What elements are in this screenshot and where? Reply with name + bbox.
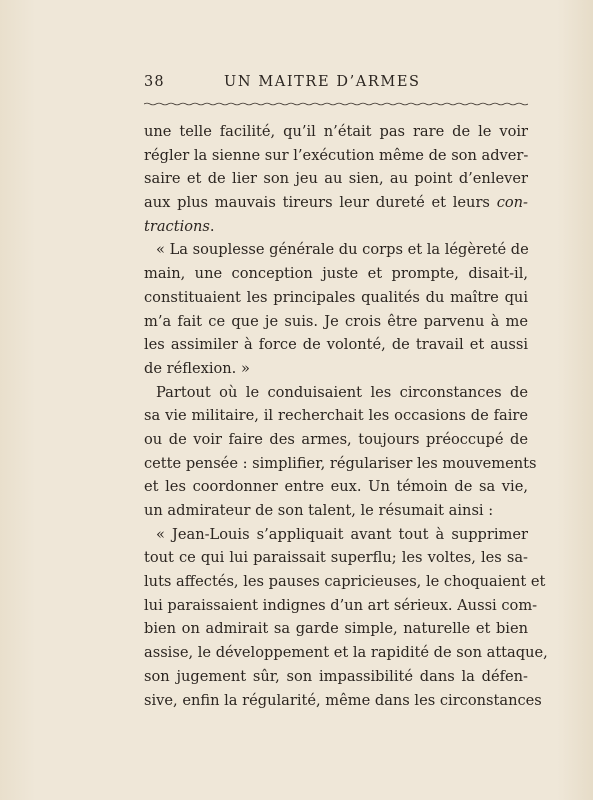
text-line: de réflexion. » [144,359,250,377]
decorative-wavy-rule [144,100,528,108]
text-line: Partout où le conduisaient les circonstances de [156,383,528,401]
text-line: main, une conception juste et prompte, disait-il, [144,265,528,283]
text-line: saire et de lier son jeu au sien, au point d’enlever [144,170,528,188]
text-line: un admirateur de son talent, le résumait ainsi : [144,502,494,519]
text-line: bien on admirait sa garde simple, naturelle et bien [144,620,528,638]
text-line: m’a fait ce que je suis. Je crois être parvenu à me [144,312,528,330]
text-line: les assimiler à force de volonté, de travail et aussi [144,336,528,354]
body-text [144,120,548,712]
italic-word: con- [496,194,528,212]
text-line: assise, le développement et la rapidité de son attaque, [144,644,548,662]
text-line: cette pensée : simplifier, régulariser les mouvements [144,454,537,472]
page-header [144,74,528,96]
text-line [144,215,528,239]
page-number: 38 [144,74,165,90]
running-title: UN MAITRE D’ARMES [224,74,421,90]
text-line: « La souplesse générale du corps et la légèreté de [156,241,529,259]
text-line: régler la sienne sur l’exécution même de son adver- [144,146,529,164]
text-line: tout ce qui lui paraissait superflu; les voltes, les sa- [144,549,528,567]
text-line: ou de voir faire des armes, toujours préoccupé de [144,430,528,448]
text-fragment: aux plus mauvais tireurs leur dureté et leurs [144,194,497,212]
italic-word: tractions [144,217,210,235]
text-line: lui paraissaient indignes d’un art sérieux. Aussi com- [144,596,538,614]
text-line: sive, enfin la régularité, même dans les circonstances [144,691,542,709]
text-line: constituaient les principales qualités du maître qui [144,288,528,306]
text-line: sa vie militaire, il recherchait les occasions de faire [144,407,528,425]
text-line: une telle facilité, qu’il n’était pas rare de le voir [144,123,528,140]
text-line: luts affectés, les pauses capricieuses, le choquaient et [144,573,546,591]
text-line: et les coordonner entre eux. Un témoin de sa vie, [144,478,528,496]
text-fragment: . [209,217,215,235]
text-line [144,191,528,215]
text-line: « Jean-Louis s’appliquait avant tout à supprimer [156,525,528,543]
text-line: son jugement sûr, son impassibilité dans la défen- [144,667,528,685]
